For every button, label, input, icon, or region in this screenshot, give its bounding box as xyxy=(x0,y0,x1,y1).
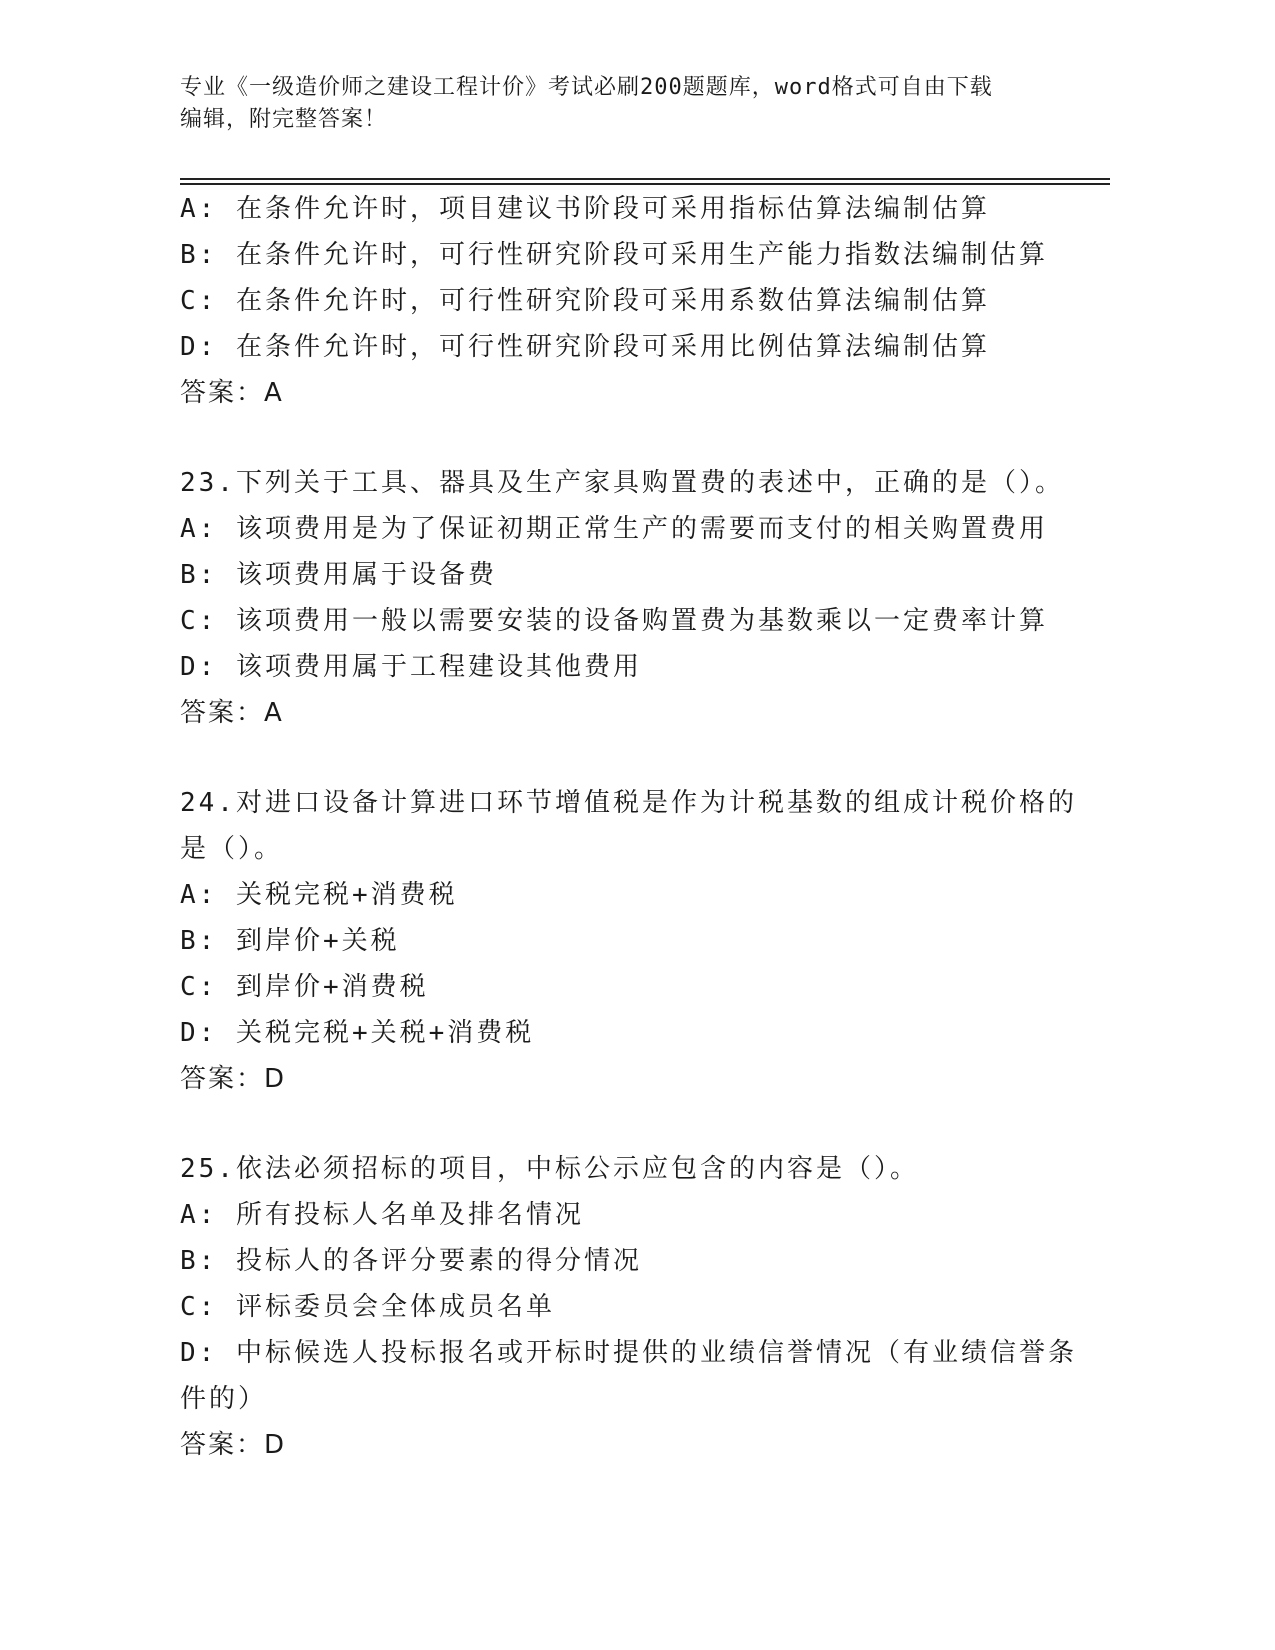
question-block-22 xyxy=(180,186,1060,416)
question-stem: 23.下列关于工具、器具及生产家具购置费的表述中，正确的是（）。 xyxy=(180,468,1064,498)
question-list xyxy=(180,186,1077,1468)
option-a: A: 在条件允许时，项目建议书阶段可采用指标估算法编制估算 xyxy=(180,194,990,224)
option-c: C: 到岸价+消费税 xyxy=(180,972,429,1002)
question-stem-continued: 是（）。 xyxy=(180,834,284,864)
header-divider-bottom xyxy=(180,183,1110,185)
option-d: D: 中标候选人投标报名或开标时提供的业绩信誉情况（有业绩信誉条 xyxy=(180,1338,1077,1368)
option-a: A: 关税完税+消费税 xyxy=(180,880,458,910)
option-c: C: 该项费用一般以需要安装的设备购置费为基数乘以一定费率计算 xyxy=(180,606,1048,636)
question-block-24 xyxy=(180,780,1077,1102)
header-divider-top xyxy=(180,178,1110,180)
option-b: B: 到岸价+关税 xyxy=(180,926,400,956)
header-title-line-2: 编辑，附完整答案！ xyxy=(180,107,388,132)
question-block-23 xyxy=(180,460,1064,736)
header-title-line-1: 专业《一级造价师之建设工程计价》考试必刷200题题库，word格式可自由下载 xyxy=(180,75,993,100)
option-d: D: 在条件允许时，可行性研究阶段可采用比例估算法编制估算 xyxy=(180,332,990,362)
option-d: D: 该项费用属于工程建设其他费用 xyxy=(180,652,642,682)
option-d: D: 关税完税+关税+消费税 xyxy=(180,1018,535,1048)
answer: 答案：D xyxy=(180,1430,287,1460)
option-a: A: 所有投标人名单及排名情况 xyxy=(180,1200,584,1230)
answer: 答案：A xyxy=(180,378,284,408)
option-b: B: 投标人的各评分要素的得分情况 xyxy=(180,1246,642,1276)
answer: 答案：D xyxy=(180,1064,287,1094)
option-c: C: 在条件允许时，可行性研究阶段可采用系数估算法编制估算 xyxy=(180,286,990,316)
document-header xyxy=(180,72,1060,136)
option-c: C: 评标委员会全体成员名单 xyxy=(180,1292,555,1322)
option-a: A: 该项费用是为了保证初期正常生产的需要而支付的相关购置费用 xyxy=(180,514,1048,544)
option-d-continued: 件的） xyxy=(180,1384,268,1414)
answer: 答案：A xyxy=(180,698,284,728)
question-stem: 24.对进口设备计算进口环节增值税是作为计税基数的组成计税价格的 xyxy=(180,788,1077,818)
option-b: B: 在条件允许时，可行性研究阶段可采用生产能力指数法编制估算 xyxy=(180,240,1048,270)
question-block-25 xyxy=(180,1146,1077,1468)
question-stem: 25.依法必须招标的项目，中标公示应包含的内容是（）。 xyxy=(180,1154,919,1184)
option-b: B: 该项费用属于设备费 xyxy=(180,560,497,590)
